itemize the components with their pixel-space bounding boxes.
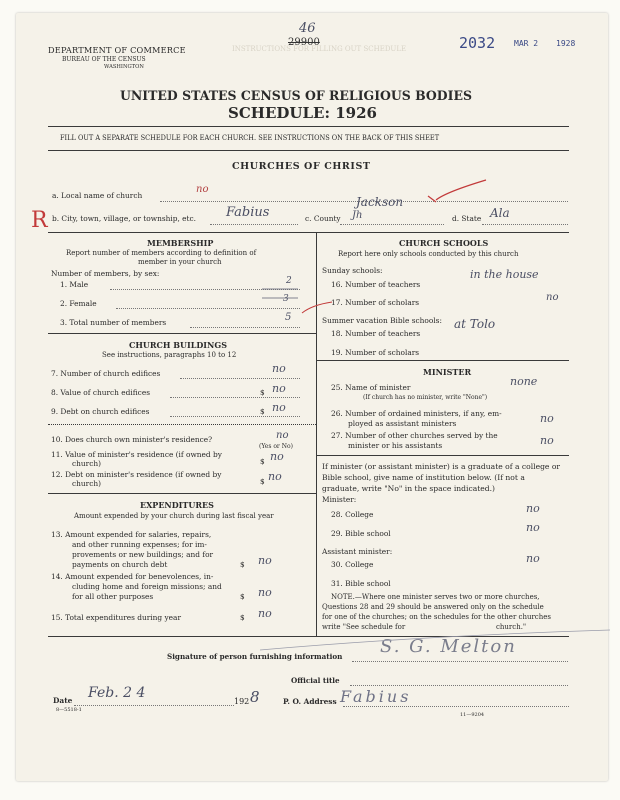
q17-value: no — [546, 292, 559, 303]
department-name: DEPARTMENT OF COMMERCE — [48, 45, 186, 55]
q28-value: no — [526, 502, 540, 515]
minister-note-2: Questions 28 and 29 should be answered only on the schedule — [322, 603, 544, 611]
q27-label-2: minister or his assistants — [348, 441, 443, 450]
q7-label: 7. Number of church edifices — [51, 369, 161, 378]
city-label: b. City, town, village, or township, etc. — [52, 214, 197, 223]
q28-label: 28. College — [331, 510, 374, 519]
q27-label-1: 27. Number of other churches served by the — [331, 431, 498, 440]
q11-label-2: church) — [72, 459, 101, 468]
q14-value: no — [258, 586, 272, 599]
q10-label: 10. Does church own minister's residence? — [51, 435, 213, 444]
file-number-handwritten: 46 — [299, 21, 316, 36]
membership-sub-1: Report number of members according to definition of — [66, 249, 257, 257]
q12-value: no — [268, 470, 282, 483]
q15-value: no — [258, 607, 272, 620]
expenditures-heading: EXPENDITURES — [140, 500, 214, 510]
q16-label: 16. Number of teachers — [331, 280, 421, 289]
sunday-schools-label: Sunday schools: — [322, 266, 383, 275]
q29-label: 29. Bible school — [331, 529, 391, 538]
form-title: UNITED STATES CENSUS OF RELIGIOUS BODIES — [120, 89, 473, 104]
q11-dollar: $ — [260, 457, 265, 466]
q9-dollar: $ — [260, 407, 265, 416]
received-stamp-date: MAR 2 — [514, 39, 539, 48]
q16-value: in the house — [470, 268, 539, 281]
q27-value: no — [540, 434, 554, 447]
q25-hint: (If church has no minister, write "None") — [363, 394, 488, 401]
expenditures-sub: Amount expended by your church during last fiscal year — [74, 512, 274, 520]
q13-label-2: and other running expenses; for im- — [72, 540, 207, 549]
q1-value: 2 — [286, 276, 292, 286]
form-number: 8—5518-1 — [56, 707, 82, 713]
file-number-struck: 29900 — [288, 37, 320, 48]
buildings-sub: See instructions, paragraphs 10 to 12 — [102, 351, 237, 359]
received-stamp-year: 1928 — [556, 39, 576, 48]
q12-dollar: $ — [260, 477, 265, 486]
q2-value: 3 — [283, 294, 289, 304]
graduate-note-1: If minister (or assistant minister) is a graduate of a college or — [322, 462, 561, 471]
q31-label: 31. Bible school — [331, 579, 391, 588]
q13-label-4: payments on church debt — [72, 560, 168, 569]
q30-value: no — [526, 552, 540, 565]
county-value: Jackson — [356, 195, 404, 209]
q13-value: no — [258, 554, 272, 567]
bureau-name: BUREAU OF THE CENSUS — [62, 56, 146, 63]
schools-heading: CHURCH SCHOOLS — [399, 238, 489, 248]
q26-value: no — [540, 412, 554, 425]
membership-heading: MEMBERSHIP — [147, 238, 214, 248]
q17-label: 17. Number of scholars — [331, 298, 420, 307]
q18-value: at Tolo — [454, 317, 496, 331]
received-stamp-number: 2032 — [459, 34, 496, 52]
q14-label-2: cluding home and foreign missions; and — [72, 582, 222, 591]
q19-label: 19. Number of scholars — [331, 348, 420, 357]
minister-sub-label: Minister: — [322, 495, 357, 504]
q9-value: no — [272, 401, 286, 414]
county-label: c. County — [305, 214, 341, 223]
bureau-city: WASHINGTON — [104, 64, 144, 70]
print-number: 11—9204 — [460, 712, 485, 718]
local-name-label: a. Local name of church — [52, 191, 143, 200]
q13-label-3: provements or new buildings; and for — [72, 550, 214, 559]
check-mark-red-2 — [302, 302, 332, 313]
buildings-heading: CHURCH BUILDINGS — [129, 340, 227, 350]
q1-label: 1. Male — [60, 280, 89, 289]
schools-sub: Report here only schools conducted by this church — [338, 250, 519, 258]
q12-label-1: 12. Debt on minister's residence (if owned by — [51, 470, 222, 479]
form-subtitle: SCHEDULE: 1926 — [228, 104, 377, 122]
q13-dollar: $ — [240, 560, 245, 569]
state-label: d. State — [452, 214, 482, 223]
q10-hint: (Yes or No) — [259, 443, 293, 450]
q15-label: 15. Total expenditures during year — [51, 613, 181, 622]
q30-label: 30. College — [331, 560, 374, 569]
q25-label: 25. Name of minister — [331, 383, 411, 392]
q11-value: no — [270, 450, 284, 463]
q13-label-1: 13. Amount expended for salaries, repairs, — [51, 530, 212, 539]
official-title-label: Official title — [291, 676, 340, 685]
q29-value: no — [526, 521, 540, 534]
minister-note-1: NOTE.—Where one minister serves two or more churches, — [331, 593, 540, 601]
q12-label-2: church) — [72, 479, 101, 488]
q2-label: 2. Female — [60, 299, 97, 308]
form-instruction: FILL OUT A SEPARATE SCHEDULE FOR EACH CHURCH. SEE INSTRUCTIONS ON THE BACK OF THIS SHEET — [60, 133, 440, 142]
q26-label-2: ployed as assistant ministers — [348, 419, 457, 428]
members-by-sex-label: Number of members, by sex: — [51, 269, 160, 278]
margin-mark-r: R — [31, 208, 48, 233]
q14-dollar: $ — [240, 592, 245, 601]
state-value: Ala — [490, 206, 510, 220]
check-mark-red-short — [428, 196, 436, 202]
local-name-value: no — [196, 184, 209, 195]
q14-label-3: for all other purposes — [72, 592, 154, 601]
q7-value: no — [272, 362, 286, 375]
summer-schools-label: Summer vacation Bible schools: — [322, 316, 442, 325]
q8-dollar: $ — [260, 388, 265, 397]
po-address-label: P. O. Address — [283, 697, 337, 706]
check-mark-red — [436, 180, 486, 200]
q3-label: 3. Total number of members — [60, 318, 167, 327]
membership-sub-2: member in your church — [138, 258, 222, 266]
q14-label-1: 14. Amount expended for benevolences, in- — [51, 572, 214, 581]
county-value-2: Jh — [352, 210, 363, 221]
q8-label: 8. Value of church edifices — [51, 388, 150, 397]
denomination-name: CHURCHES OF CHRIST — [232, 161, 371, 172]
q3-value: 5 — [285, 312, 292, 323]
faint-header-bleedthrough: INSTRUCTIONS FOR FILLING OUT SCHEDULE — [232, 45, 407, 53]
city-value: Fabius — [226, 205, 270, 220]
graduate-note-3: graduate, write "No" in the space indicated.) — [322, 484, 496, 493]
date-label: Date — [53, 696, 73, 705]
assistant-minister-label: Assistant minister: — [322, 547, 393, 556]
date-value: Feb. 2 4 — [88, 685, 146, 701]
q11-label-1: 11. Value of minister's residence (if owned by — [51, 450, 222, 459]
year-prefix: 192 — [234, 697, 250, 706]
q15-dollar: $ — [240, 613, 245, 622]
q8-value: no — [272, 382, 286, 395]
signature-label: Signature of person furnishing information — [167, 652, 343, 661]
minister-note-4: write "See schedule for — [322, 623, 406, 631]
q25-value: none — [510, 375, 538, 388]
graduate-note-2: Bible school, give name of institution below. (If not a — [322, 473, 525, 482]
minister-note-5: church." — [496, 623, 527, 631]
minister-heading: MINISTER — [423, 367, 472, 377]
pencil-stroke-signature — [260, 630, 610, 650]
q18-label: 18. Number of teachers — [331, 329, 421, 338]
q10-value: no — [276, 430, 289, 441]
q9-label: 9. Debt on church edifices — [51, 407, 150, 416]
po-address-value: Fabius — [340, 687, 412, 706]
q26-label-1: 26. Number of ordained ministers, if any, em- — [331, 409, 502, 418]
signature-value: S. G. Melton — [380, 636, 517, 657]
minister-note-3: for one of the churches; on the schedules for the other churches — [322, 613, 551, 621]
year-value: 8 — [250, 688, 260, 706]
